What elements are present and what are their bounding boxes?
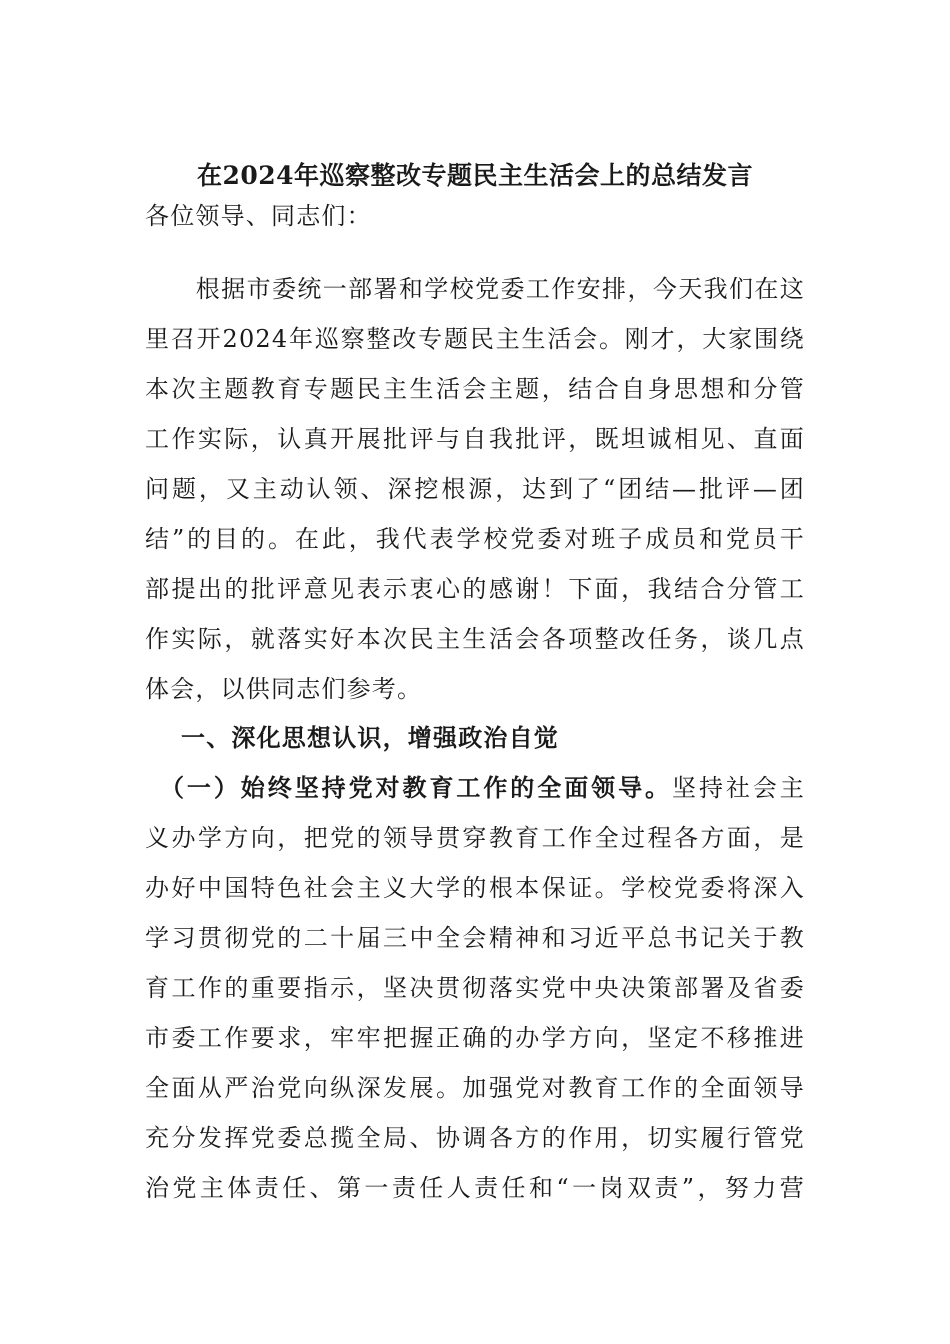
paragraph-line: 问题，又主动认领、深挖根源，达到了“团结—批评—团 [145,475,805,503]
paragraph-line: 充分发挥党委总揽全局、协调各方的作用，切实履行管党 [145,1124,805,1152]
subsection-heading: （一）始终坚持党对教育工作的全面领导。 [171,773,672,802]
paragraph-line: 育工作的重要指示，坚决贯彻落实党中央决策部署及省委 [145,974,805,1002]
opening-paragraph [145,264,805,714]
section-heading-1: 一、深化思想认识，增强政治自觉 [181,723,559,752]
paragraph-line: 作实际，就落实好本次民主生活会各项整改任务，谈几点 [145,625,805,653]
paragraph-line: 体会，以供同志们参考。 [145,675,423,703]
subsection-paragraph [145,763,805,1213]
paragraph-line: 结”的目的。在此，我代表学校党委对班子成员和党员干 [145,525,805,553]
subsection-first-line [145,763,805,813]
paragraph-line: 市委工作要求，牢牢把握正确的办学方向，坚定不移推进 [145,1024,805,1052]
subsection-first-line-text: 坚持社会主 [672,774,805,802]
paragraph-line: 义办学方向，把党的领导贯穿教育工作全过程各方面，是 [145,824,805,852]
paragraph-line: 部提出的批评意见表示衷心的感谢！下面，我结合分管工 [145,575,805,603]
document-title: 在2024年巡察整改专题民主生活会上的总结发言 [196,161,754,190]
paragraph-line: 根据市委统一部署和学校党委工作安排，今天我们在这 [145,275,805,303]
paragraph-line: 办好中国特色社会主义大学的根本保证。学校党委将深入 [145,874,805,902]
paragraph-line: 全面从严治党向纵深发展。加强党对教育工作的全面领导 [145,1074,805,1102]
paragraph-line: 本次主题教育专题民主生活会主题，结合自身思想和分管 [145,375,805,403]
paragraph-line: 治党主体责任、第一责任人责任和“一岗双责”，努力营 [145,1174,805,1202]
paragraph-line: 里召开2024年巡察整改专题民主生活会。刚才，大家围绕 [145,325,805,353]
paragraph-line: 工作实际，认真开展批评与自我批评，既坦诚相见、直面 [145,425,805,453]
salutation-text: 各位领导、同志们： [145,202,372,230]
salutation [145,191,805,241]
paragraph-line: 学习贯彻党的二十届三中全会精神和习近平总书记关于教 [145,924,805,952]
